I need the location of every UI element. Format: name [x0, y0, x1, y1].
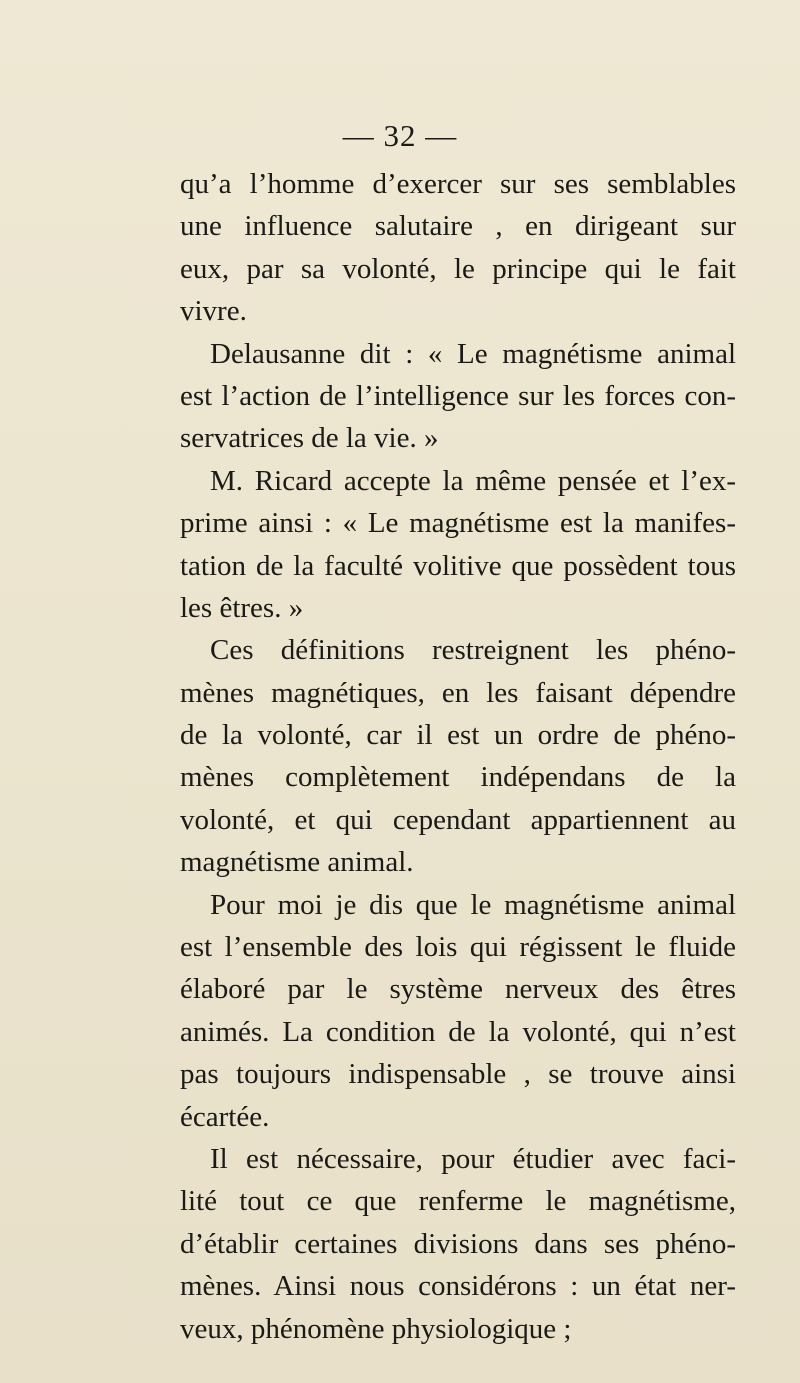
text-line: est l’action de l’intelligence sur les forces con- — [180, 379, 736, 412]
text-line: écartée. — [180, 1100, 270, 1133]
body-text — [180, 163, 736, 1350]
text-line: eux, par sa volonté, le principe qui le fait — [180, 252, 736, 285]
text-line: est l’ensemble des lois qui régissent le fluide — [180, 931, 736, 964]
text-line: les êtres. » — [180, 591, 304, 624]
text-line: vivre. — [180, 295, 247, 328]
text-line: élaboré par le système nerveux des êtres — [180, 973, 736, 1006]
page-number: — 32 — — [342, 118, 458, 153]
text-line: Pour moi je dis que le magnétisme animal — [210, 888, 736, 921]
text-line: de la volonté, car il est un ordre de phéno- — [180, 719, 736, 752]
text-line: magnétisme animal. — [180, 846, 414, 879]
text-line: Ces définitions restreignent les phéno- — [210, 634, 736, 667]
text-line: prime ainsi : « Le magnétisme est la manifes- — [180, 507, 736, 540]
text-line: qu’a l’homme d’exercer sur ses semblables — [180, 168, 736, 200]
text-line: une influence salutaire , en dirigeant sur — [180, 210, 736, 243]
text-line: pas toujours indispensable , se trouve ainsi — [180, 1058, 736, 1091]
text-line: mènes magnétiques, en les faisant dépendre — [180, 676, 736, 709]
text-line: Il est nécessaire, pour étudier avec faci- — [210, 1142, 736, 1175]
text-line: mènes complètement indépendans de la — [180, 761, 736, 794]
text-line: servatrices de la vie. » — [180, 422, 439, 455]
text-line: d’établir certaines divisions dans ses phéno- — [180, 1227, 736, 1260]
text-line: volonté, et qui cependant appartiennent au — [180, 803, 736, 836]
text-line: Delausanne dit : « Le magnétisme animal — [210, 337, 736, 370]
text-line: mènes. Ainsi nous considérons : un état ner- — [180, 1270, 736, 1303]
text-line: animés. La condition de la volonté, qui n’est — [180, 1015, 736, 1048]
text-line: M. Ricard accepte la même pensée et l’ex- — [210, 464, 736, 497]
text-line: lité tout ce que renferme le magnétisme, — [180, 1185, 736, 1218]
text-line: veux, phénomène physiologique ; — [180, 1312, 572, 1345]
text-line: tation de la faculté volitive que possèdent tous — [180, 549, 736, 582]
